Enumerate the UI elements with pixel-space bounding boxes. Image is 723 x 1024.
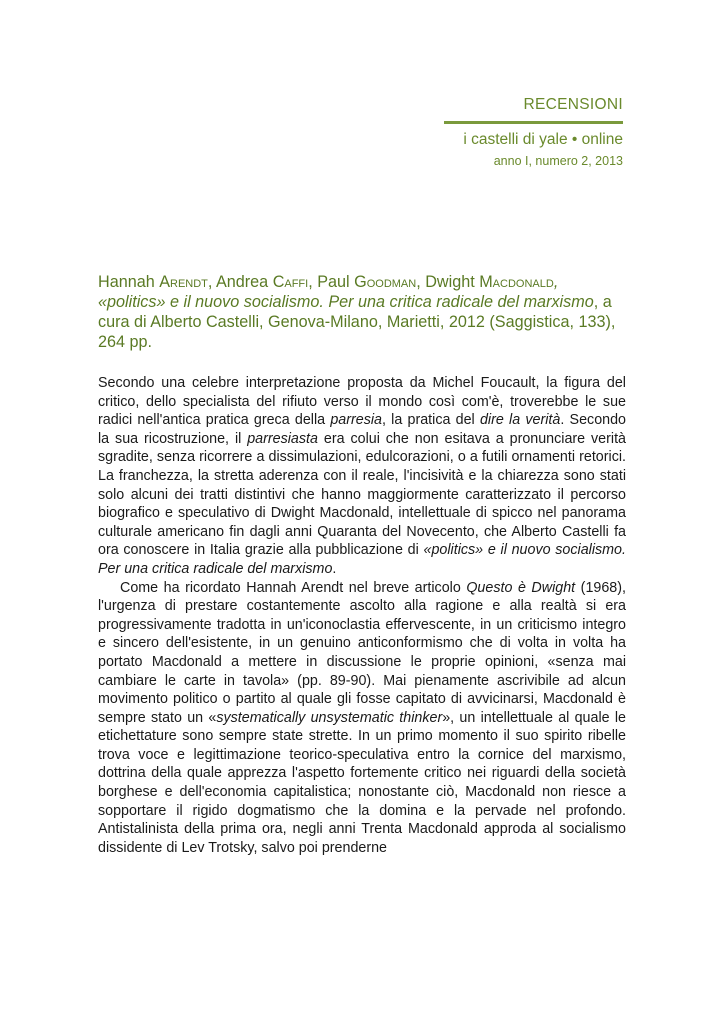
text-run: . Secondo la sua ricostruzione, il xyxy=(98,412,626,447)
text-run: Come ha ricordato Hannah Arendt nel breve articolo xyxy=(120,579,467,596)
text-run: era colui che non esitava a pronunciare verità sgradite, senza ricorrere a dissimulazioni, edulcorazioni, o a futili ornamenti retorici. La franchezza, la stretta aderenza con il reale, l'incisività e la chiarezza sono stati solo alcuni dei tratti distintivi che hanno maggiormente caratterizzato il percorso biografico e speculativo di Dwight Macdonald, intellettuale di spicco nel panorama culturale americano fin dagli anni Quaranta del Novecento, che Alberto Castelli fa ora conoscere in Italia grazie alla pubblicazione di xyxy=(98,430,626,559)
italic-term: systematically unsystematic thinker xyxy=(216,709,443,726)
section-label: RECENSIONI xyxy=(523,96,623,113)
text-run: . xyxy=(332,560,337,577)
author-last-name: Goodman xyxy=(354,273,417,291)
author-last-name: Arendt xyxy=(159,273,208,291)
author-first-name: , Dwight xyxy=(416,273,480,291)
header-rule xyxy=(444,121,623,124)
paragraph xyxy=(98,374,626,579)
issue-info: anno I, numero 2, 2013 xyxy=(493,154,623,168)
title-separator: , xyxy=(553,273,559,291)
italic-term: parresia xyxy=(330,412,382,429)
author-last-name: Macdonald xyxy=(479,273,554,291)
author-first-name: , Paul xyxy=(308,273,355,291)
author-first-name: Hannah xyxy=(98,273,160,291)
text-run: (1968), l'urgenza di prestare costantemente ascolto alla ragione e alla realtà si era progressivamente tradotta in un'iconoclastia effervescente, in un criticismo integro e sincero dell'esistente, in un genuino anticonformismo che di volta in volta ha portato Macdonald a mettere in discussione le proprie opinioni, «senza mai cambiare le carte in tavola» (pp. 89-90). Mai pienamente ascrivibile ad alcun movimento politico o partito al quale gli fosse capitato di avvicinarsi, Macdonald è sempre stato un « xyxy=(98,579,626,726)
book-citation xyxy=(98,272,626,352)
author-first-name: , Andrea xyxy=(207,273,273,291)
book-title: «politics» e il nuovo socialismo. Per una critica radicale del marxismo xyxy=(98,293,594,311)
paragraph xyxy=(98,579,626,858)
journal-header xyxy=(203,95,623,169)
publication-details: , a cura di Alberto Castelli, Genova-Milano, Marietti, 2012 (Saggistica, 133), 264 pp. xyxy=(98,293,616,351)
italic-title: Questo è Dwight xyxy=(466,579,576,596)
text-run: , la pratica del xyxy=(381,412,480,429)
italic-term: dire la verità xyxy=(479,412,561,429)
italic-title: «politics» e il nuovo socialismo. Per una critica radicale del marxismo xyxy=(98,542,626,577)
review-body xyxy=(98,374,626,857)
text-run: », un intellettuale al quale le etichettature sono sempre state strette. In un primo momento il suo spirito ribelle trova voce e legittimazione teorico-speculativa entro la cornice del marxismo, dottrina della quale apprezza l'aspetto fortemente critico nei riguardi della società borghese e dell'economia capitalistica; nonostante ciò, Macdonald non riesce a sopportare il rigido dogmatismo che la domina e la pervade nel profondo. Antistalinista della prima ora, negli anni Trenta Macdonald approda al socialismo dissidente di Lev Trotsky, salvo poi prenderne xyxy=(98,709,626,856)
author-last-name: Caffi xyxy=(272,273,309,291)
text-run: Secondo una celebre interpretazione proposta da Michel Foucault, la figura del critico, dello specialista del rifiuto verso il mondo così com'è, troverebbe le sue radici nell'antica pratica greca della xyxy=(98,375,626,429)
italic-term: parresiasta xyxy=(247,430,318,447)
journal-title: i castelli di yale • online xyxy=(463,131,623,148)
